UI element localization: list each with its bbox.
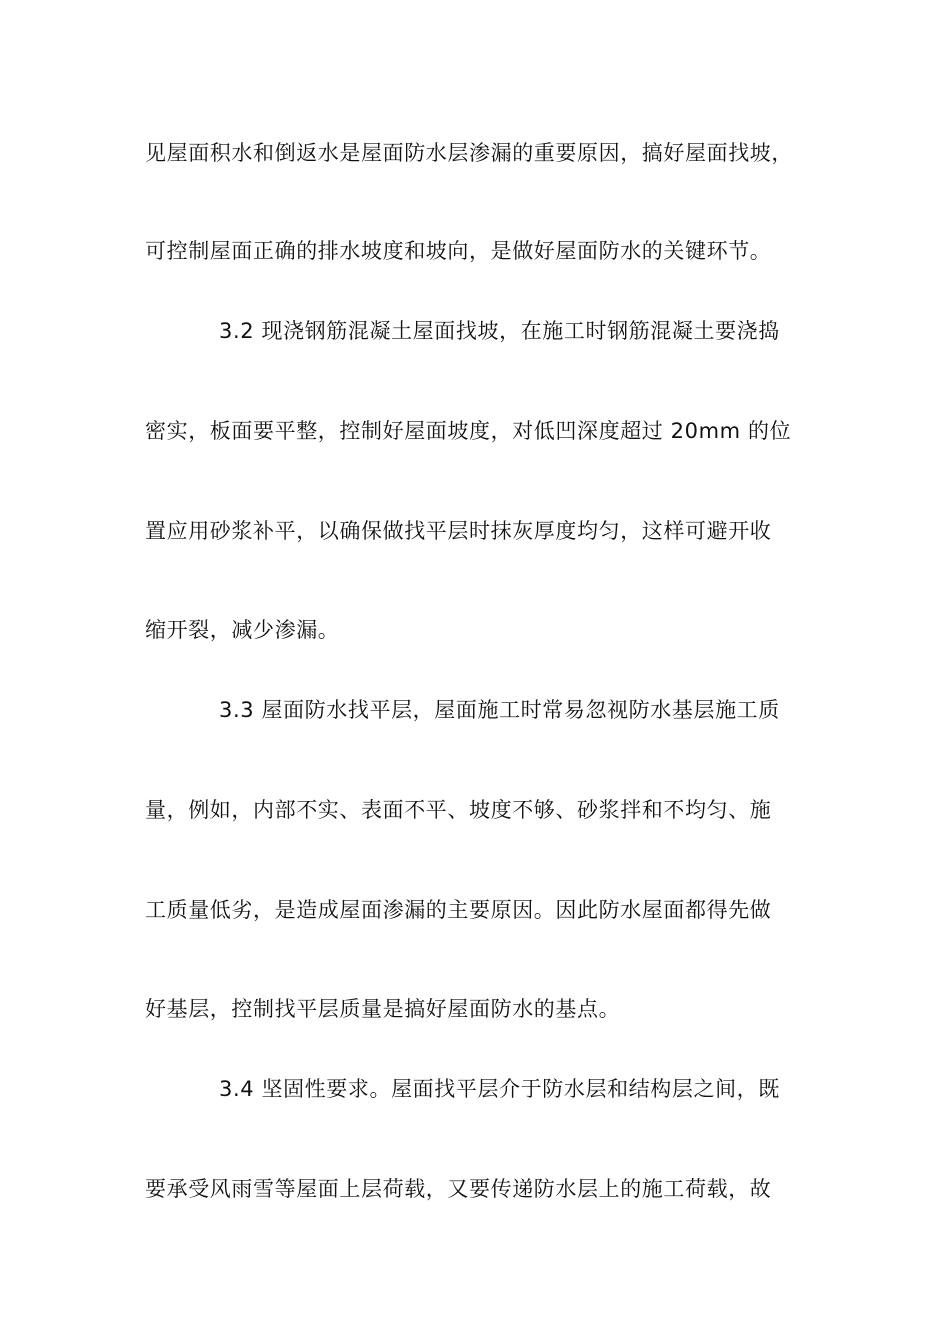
text-line: 密实，板面要平整，控制好屋面坡度，对低凹深度超过 20mm 的位 bbox=[145, 419, 792, 443]
text-line: 好基层，控制找平层质量是搞好屋面防水的基点。 bbox=[145, 997, 621, 1021]
paragraph-start-line: 3.3 屋面防水找平层，屋面施工时常易忽视防水基层施工质 bbox=[219, 698, 780, 722]
paragraph-start-line: 3.2 现浇钢筋混凝土屋面找坡，在施工时钢筋混凝土要浇捣 bbox=[219, 319, 780, 343]
text-line: 置应用砂浆补平，以确保做找平层时抹灰厚度均匀，这样可避开收 bbox=[145, 519, 772, 543]
text-line: 可控制屋面正确的排水坡度和坡向，是做好屋面防水的关键环节。 bbox=[145, 239, 772, 263]
text-line: 要承受风雨雪等屋面上层荷载，又要传递防水层上的施工荷载，故 bbox=[145, 1177, 772, 1201]
paragraph-start-line: 3.4 坚固性要求。屋面找平层介于防水层和结构层之间，既 bbox=[219, 1077, 780, 1101]
text-line: 见屋面积水和倒返水是屋面防水层渗漏的重要原因，搞好屋面找坡， bbox=[145, 141, 793, 165]
text-line: 工质量低劣，是造成屋面渗漏的主要原因。因此防水屋面都得先做 bbox=[145, 898, 772, 922]
text-line: 缩开裂，减少渗漏。 bbox=[145, 618, 340, 642]
text-line: 量，例如，内部不实、表面不平、坡度不够、砂浆拌和不均匀、施 bbox=[145, 798, 772, 822]
